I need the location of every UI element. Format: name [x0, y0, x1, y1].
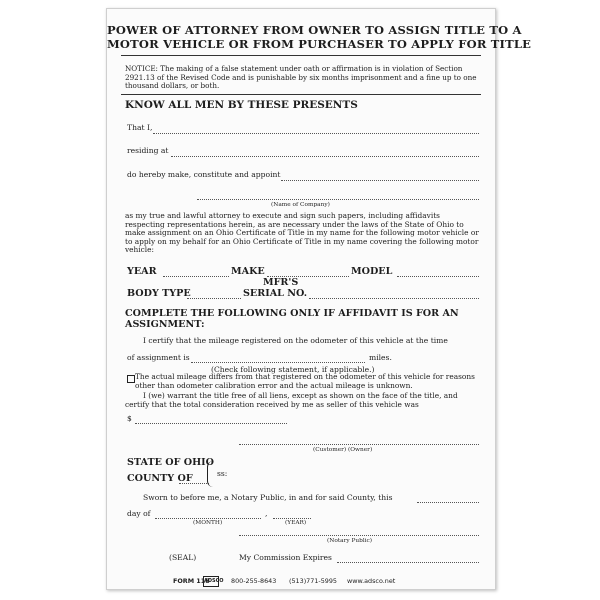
- body-type-label: BODY TYPE: [127, 288, 191, 299]
- customer-owner-caption: (Customer) (Owner): [313, 447, 373, 453]
- commission-expires-label: My Commission Expires: [239, 553, 332, 562]
- serial-number-field[interactable]: [309, 298, 479, 299]
- name-of-company-caption: (Name of Company): [271, 202, 330, 208]
- ss-label: ss:: [217, 469, 228, 478]
- mileage-certify-text: I certify that the mileage registered on the odometer of this vehicle at the time: [143, 336, 448, 345]
- website: www.adsco.net: [347, 577, 396, 585]
- dollar-sign: $: [127, 414, 132, 423]
- power-of-attorney-form: [106, 8, 532, 590]
- consideration-amount-field[interactable]: [135, 423, 287, 424]
- phone-1: 800-255-8643: [231, 577, 277, 585]
- year-caption: (YEAR): [285, 520, 307, 526]
- adsco-logo: ADSCO: [203, 576, 219, 587]
- appoint-label: do hereby make, constitute and appoint: [127, 170, 281, 179]
- form-title-line-1: POWER OF ATTORNEY FROM OWNER TO ASSIGN TITLE TO A: [107, 23, 522, 37]
- state-county-brace: [207, 461, 216, 487]
- state-of-ohio-label: STATE OF OHIO: [127, 457, 215, 468]
- affidavit-heading-line-1: COMPLETE THE FOLLOWING ONLY IF AFFIDAVIT IS FOR AN: [125, 308, 459, 319]
- phone-2: (513)771-5995: [289, 577, 337, 585]
- notary-signature-line[interactable]: [239, 535, 479, 536]
- affidavit-heading-line-2: ASSIGNMENT:: [125, 319, 205, 330]
- body-type-field[interactable]: [187, 298, 241, 299]
- company-name-line[interactable]: [197, 199, 479, 200]
- notice-divider: [121, 94, 481, 95]
- sworn-text: Sworn to before me, a Notary Public, in and for said County, this: [143, 493, 393, 502]
- notary-public-caption: (Notary Public): [327, 538, 373, 544]
- owner-name-field[interactable]: [153, 133, 479, 134]
- that-i-label: That I,: [127, 123, 153, 132]
- model-field[interactable]: [397, 276, 479, 277]
- seal-label: (SEAL): [169, 553, 197, 562]
- make-label: MAKE: [231, 266, 265, 277]
- miles-label: miles.: [369, 353, 392, 362]
- attorney-paragraph: as my true and lawful attorney to execute and sign such papers, including affidavits respecting representations herein, as are necessary under the laws of the State of Ohio to make assignment on an Ohio Certificate of Title in my name for the following motor vehicle or to apply on my behalf for an Ohio Certificate of Title in my name covering the following motor vehicle:: [125, 211, 479, 255]
- mfrs-label: MFR'S: [263, 277, 299, 288]
- day-of-label: day of: [127, 509, 151, 518]
- of-assignment-label: of assignment is: [127, 353, 190, 362]
- serial-no-label: SERIAL NO.: [243, 288, 308, 299]
- form-title-line-2: MOTOR VEHICLE OR FROM PURCHASER TO APPLY FOR TITLE: [107, 37, 532, 51]
- year-label: YEAR: [127, 266, 157, 277]
- county-field[interactable]: [179, 483, 209, 484]
- county-of-label: COUNTY OF: [127, 473, 193, 484]
- warrant-statement: I (we) warrant the title free of all liens, except as shown on the face of the title, and certify that the total consideration received by me as seller of this vehicle was: [125, 391, 458, 409]
- owner-signature-line[interactable]: [239, 444, 479, 445]
- sworn-day-field[interactable]: [417, 502, 479, 503]
- mileage-field[interactable]: [191, 362, 365, 363]
- year-sworn-field[interactable]: [273, 518, 311, 519]
- model-label: MODEL: [351, 266, 393, 277]
- commission-expires-field[interactable]: [337, 562, 479, 563]
- title-divider: [121, 55, 481, 56]
- actual-mileage-checkbox[interactable]: [127, 375, 135, 383]
- know-all-heading: KNOW ALL MEN BY THESE PRESENTS: [125, 99, 358, 111]
- date-comma: ,: [265, 509, 268, 518]
- attorney-company-field[interactable]: [281, 180, 479, 181]
- actual-mileage-statement: The actual mileage differs from that registered on the odometer of this vehicle for reasons other than odometer calibration error and the actual mileage is unknown.: [135, 372, 475, 390]
- residence-field[interactable]: [171, 156, 479, 157]
- residing-at-label: residing at: [127, 146, 169, 155]
- month-field[interactable]: [155, 518, 261, 519]
- notice-text: NOTICE: The making of a false statement under oath or affirmation is in violation of Section 2921.13 of the Revised Code and is punishable by six months imprisonment and a fine up to one thousand dollars, or both.: [125, 64, 477, 91]
- year-field[interactable]: [163, 276, 229, 277]
- form-number: FORM 118: [173, 577, 210, 585]
- month-caption: (MONTH): [193, 520, 223, 526]
- check-following-text: (Check following statement, if applicable.): [211, 365, 375, 374]
